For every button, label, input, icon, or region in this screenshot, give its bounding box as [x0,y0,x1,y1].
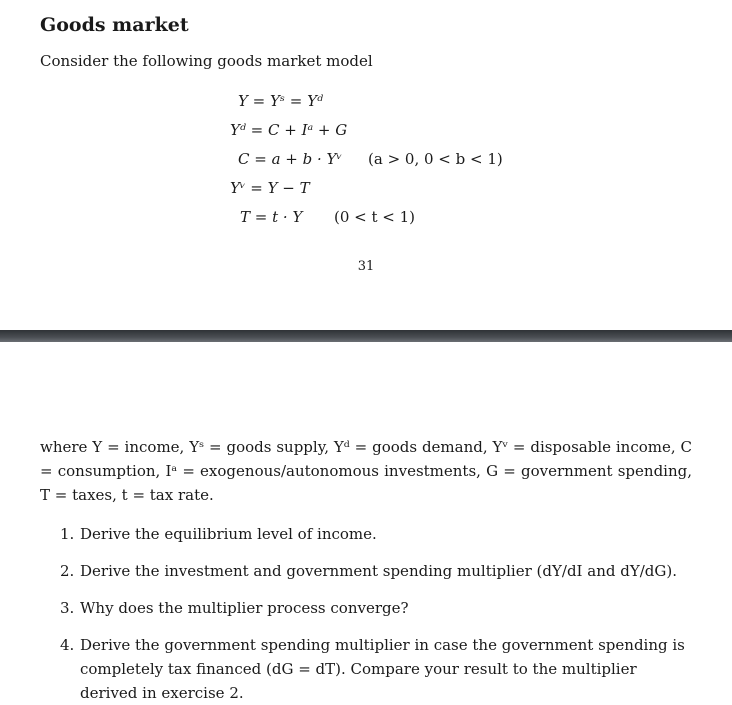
question-text: Derive the investment and government spending multiplier (dY/dI and dY/dG). [80,562,677,580]
page-number: 31 [357,259,375,274]
question-number: 4. [60,636,75,654]
question-item [60,633,690,705]
page-separator [0,330,732,342]
question-number: 3. [60,599,75,617]
equation-condition: (a > 0, 0 < b < 1) [368,150,503,168]
equation: Yᵈ = C + Iᵃ + G [230,121,348,139]
question-item [60,522,690,546]
page-top [0,0,732,330]
question-item [60,559,690,583]
equation-condition: (0 < t < 1) [334,208,416,226]
page-bottom [0,342,732,703]
variable-definitions: where Y = income, Yˢ = goods supply, Yᵈ = goods demand, Yᵛ = disposable income, C = consumption, Iᵃ = exogenous/autonomous investments, G = government spending, T = taxes, t = tax rate. [40,438,692,504]
section-title: Goods market [40,14,189,36]
equation: Y = Yˢ = Yᵈ [238,92,323,110]
question-text: Derive the equilibrium level of income. [80,525,377,543]
equation: Yᵛ = Y − T [230,179,310,197]
intro-text: Consider the following goods market model [40,52,373,70]
question-text: Why does the multiplier process converge? [80,599,409,617]
question-number: 2. [60,562,75,580]
question-item [60,596,690,620]
question-text: Derive the government spending multiplier in case the government spending is completely tax financed (dG = dT). Compare your result to the multiplier derived in exercise 2. [80,636,685,702]
equation: T = t · Y [240,208,303,226]
question-number: 1. [60,525,75,543]
equation: C = a + b · Yᵛ [238,150,343,168]
